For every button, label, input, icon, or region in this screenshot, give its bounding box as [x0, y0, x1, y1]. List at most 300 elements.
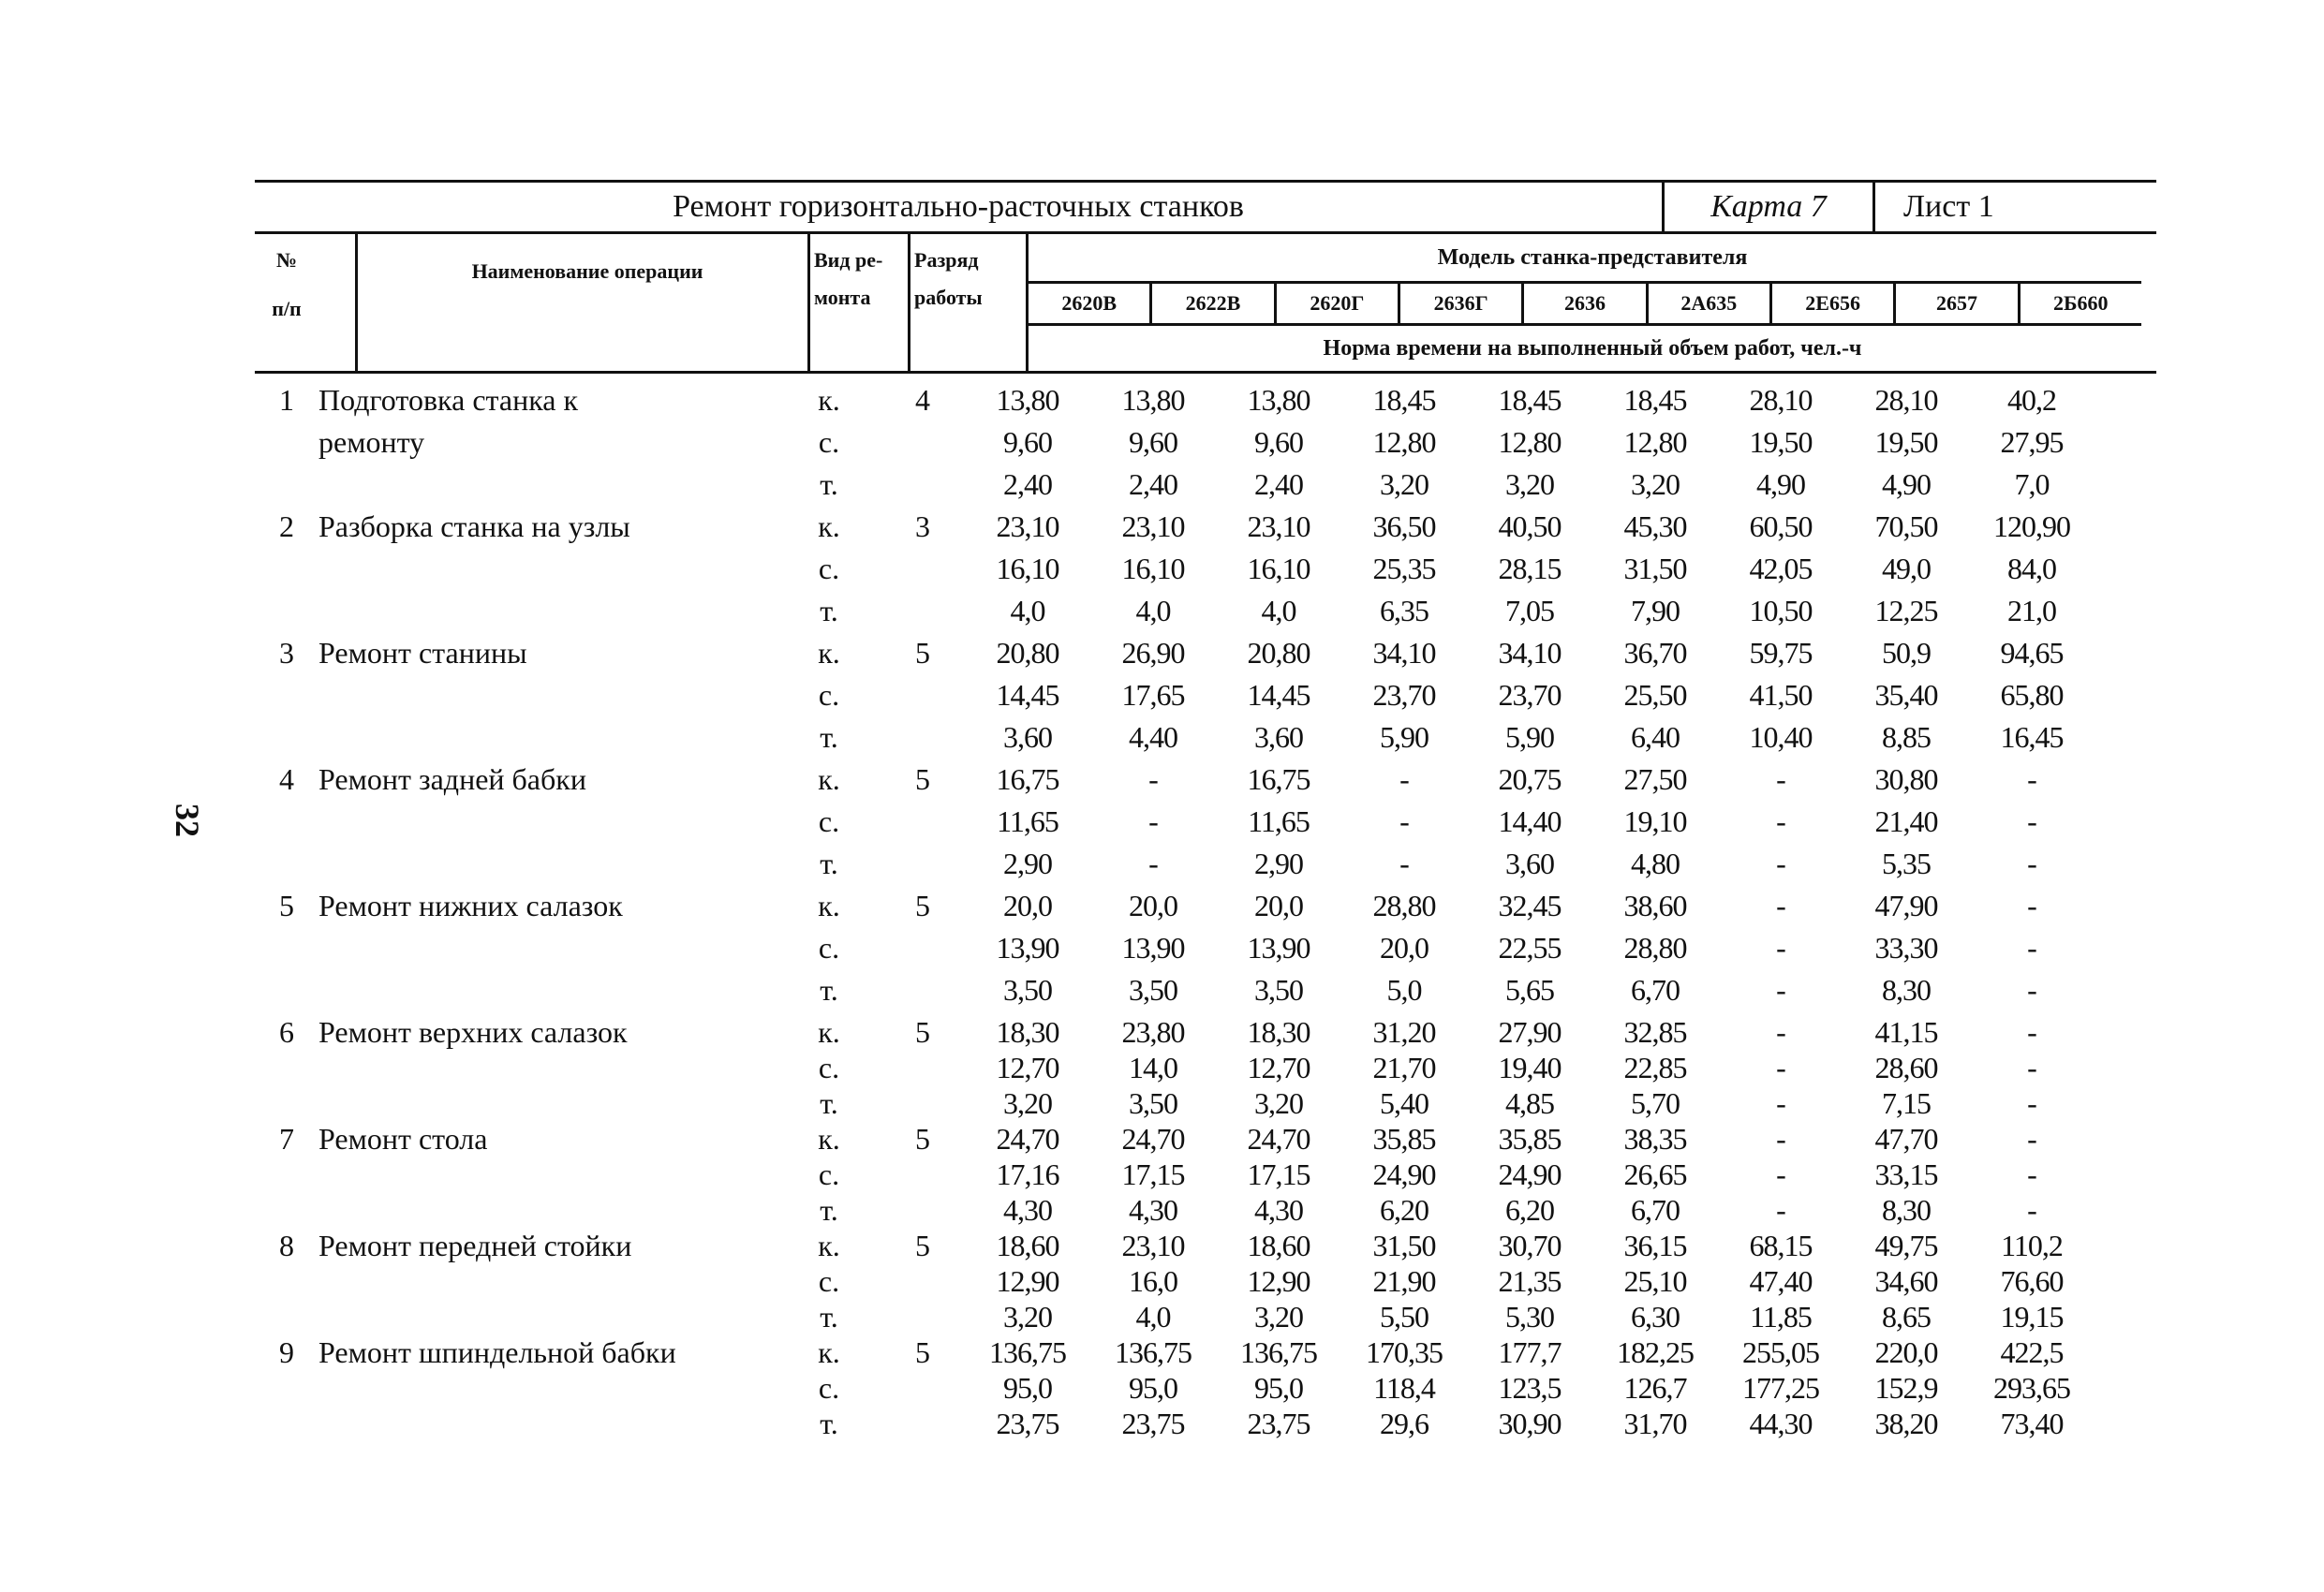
operation-number: 8	[279, 1229, 294, 1262]
time-norm-value: 24,70	[1121, 1122, 1185, 1156]
time-norm-value: 21,35	[1498, 1264, 1562, 1298]
time-norm-value: 4,90	[1756, 467, 1805, 501]
operation-number	[255, 1193, 318, 1229]
operation-name	[318, 1086, 777, 1122]
repair-type: с.	[818, 1051, 840, 1084]
col-grade-line1: Разряд	[914, 248, 979, 272]
operation-name: Ремонт шпиндельной бабки	[318, 1335, 676, 1369]
operation-name	[318, 678, 777, 720]
time-norm-value: 293,65	[1993, 1371, 2070, 1405]
time-norm-value: 26,65	[1623, 1157, 1687, 1191]
operation-name	[318, 594, 777, 636]
time-norm-value: 126,7	[1623, 1371, 1687, 1405]
time-norm-value: 136,75	[1115, 1335, 1192, 1369]
time-norm-value: 21,40	[1874, 804, 1938, 838]
time-norm-value: 13,80	[1247, 383, 1310, 417]
work-grade	[881, 594, 965, 636]
time-norm-value: 16,75	[1247, 762, 1310, 796]
time-norm-value: 60,50	[1749, 509, 1813, 543]
time-norm-value: 3,20	[1380, 467, 1428, 501]
time-norm-value: 73,40	[2000, 1407, 2064, 1440]
work-grade: 5	[915, 1122, 930, 1156]
time-norm-value: -	[2027, 973, 2036, 1007]
repair-type: к.	[818, 762, 840, 796]
time-norm-value: 4,0	[1135, 1300, 1171, 1334]
time-norm-value: 12,70	[996, 1051, 1059, 1084]
col-grade-header	[910, 242, 1027, 317]
time-norm-value: 23,10	[996, 509, 1059, 543]
time-norm-value: 13,80	[1121, 383, 1185, 417]
time-norm-value: 18,45	[1498, 383, 1562, 417]
time-norm-value: 2,40	[1129, 467, 1177, 501]
time-norm-value: -	[1776, 1193, 1785, 1227]
operation-number	[255, 467, 318, 509]
work-grade: 5	[915, 636, 930, 670]
time-norm-value: 14,0	[1129, 1051, 1177, 1084]
work-grade	[881, 804, 965, 847]
time-norm-value: 18,30	[1247, 1015, 1310, 1049]
operation-name	[318, 804, 777, 847]
time-norm-value: 68,15	[1749, 1229, 1813, 1262]
time-norm-value: 10,40	[1749, 720, 1813, 754]
operation-name: Ремонт стола	[318, 1122, 488, 1156]
time-norm-value: 14,45	[1247, 678, 1310, 712]
table-row	[255, 1086, 2095, 1122]
time-norm-value: 20,75	[1498, 762, 1562, 796]
time-norm-value: 7,0	[2014, 467, 2050, 501]
time-norm-value: 18,45	[1372, 383, 1436, 417]
time-norm-value: -	[1776, 804, 1785, 838]
time-norm-value: 123,5	[1498, 1371, 1562, 1405]
time-norm-value: 45,30	[1623, 509, 1687, 543]
time-norm-value: 23,75	[1121, 1407, 1185, 1440]
repair-type: т.	[820, 1086, 838, 1120]
time-norm-value: 70,50	[1874, 509, 1938, 543]
operation-name	[318, 847, 777, 889]
time-norm-value: 16,10	[1247, 552, 1310, 585]
table-row	[255, 636, 2095, 678]
time-norm-value: 19,40	[1498, 1051, 1562, 1084]
operation-name: Ремонт задней бабки	[318, 762, 586, 796]
time-norm-value: 24,90	[1372, 1157, 1436, 1191]
table-row	[255, 762, 2095, 804]
time-norm-value: 3,50	[1129, 973, 1177, 1007]
operation-name: Ремонт верхних салазок	[318, 1015, 628, 1049]
time-norm-value: 65,80	[2000, 678, 2064, 712]
work-grade	[881, 678, 965, 720]
time-norm-value: 3,50	[1129, 1086, 1177, 1120]
time-norm-value: 2,90	[1003, 847, 1052, 880]
time-norm-value: 24,70	[1247, 1122, 1310, 1156]
model-header: 2657	[1896, 284, 2020, 323]
time-norm-value: 4,0	[1010, 594, 1045, 627]
work-grade	[881, 1371, 965, 1407]
operation-name	[318, 1193, 777, 1229]
time-norm-value: -	[2027, 1193, 2036, 1227]
table-row	[255, 383, 2095, 425]
table-row	[255, 1051, 2095, 1086]
time-norm-value: -	[2027, 1157, 2036, 1191]
time-norm-value: 11,65	[1248, 804, 1310, 838]
time-norm-value: -	[1399, 762, 1409, 796]
work-grade	[881, 1300, 965, 1335]
time-norm-value: 12,25	[1874, 594, 1938, 627]
time-norm-value: 13,90	[1121, 931, 1185, 965]
model-header: 2622В	[1152, 284, 1276, 323]
table-row	[255, 720, 2095, 762]
time-norm-value: 28,80	[1623, 931, 1687, 965]
time-norm-value: 4,85	[1505, 1086, 1554, 1120]
col-num-line2: п/п	[272, 297, 302, 320]
sheet-number: Лист 1	[1903, 189, 1994, 224]
time-norm-value: 12,90	[996, 1264, 1059, 1298]
time-norm-value: 5,40	[1380, 1086, 1428, 1120]
operation-number: 4	[279, 762, 294, 796]
time-norm-value: 255,05	[1742, 1335, 1819, 1369]
time-norm-value: 40,50	[1498, 509, 1562, 543]
time-norm-value: 34,10	[1372, 636, 1436, 670]
time-norm-value: 5,0	[1386, 973, 1422, 1007]
time-norm-value: 5,90	[1380, 720, 1428, 754]
time-norm-value: 13,80	[996, 383, 1059, 417]
norms-table	[255, 383, 2095, 1442]
time-norm-value: 3,20	[1254, 1300, 1303, 1334]
work-grade	[881, 847, 965, 889]
operation-name	[318, 1407, 777, 1442]
time-norm-value: 32,85	[1623, 1015, 1687, 1049]
work-grade	[881, 467, 965, 509]
time-norm-value: 4,90	[1882, 467, 1931, 501]
operation-number	[255, 720, 318, 762]
time-norm-value: 8,65	[1882, 1300, 1931, 1334]
time-norm-value: -	[1776, 1015, 1785, 1049]
repair-type: с.	[818, 1371, 840, 1405]
operation-number	[255, 931, 318, 973]
time-norm-value: 3,20	[1003, 1300, 1052, 1334]
time-norm-value: 19,15	[2000, 1300, 2064, 1334]
time-norm-value: 9,60	[1003, 425, 1052, 459]
time-norm-value: 4,30	[1003, 1193, 1052, 1227]
operation-name: Ремонт станины	[318, 636, 527, 670]
time-norm-value: 36,50	[1372, 509, 1436, 543]
time-norm-value: 177,7	[1498, 1335, 1562, 1369]
operation-number: 6	[279, 1015, 294, 1049]
work-grade: 5	[915, 1015, 930, 1049]
time-norm-value: 110,2	[2001, 1229, 2063, 1262]
table-row	[255, 1264, 2095, 1300]
repair-type: к.	[818, 509, 840, 543]
time-norm-value: 18,60	[1247, 1229, 1310, 1262]
time-norm-value: -	[2027, 1086, 2036, 1120]
time-norm-value: 94,65	[2000, 636, 2064, 670]
operation-name: Подготовка станка к	[318, 383, 579, 417]
model-header: 2Б660	[2053, 291, 2109, 315]
time-norm-value: 3,20	[1254, 1086, 1303, 1120]
time-norm-value: 28,10	[1749, 383, 1813, 417]
time-norm-value: 5,30	[1505, 1300, 1554, 1334]
time-norm-value: 20,0	[1254, 889, 1303, 922]
table-row	[255, 931, 2095, 973]
time-norm-value: 47,70	[1874, 1122, 1938, 1156]
time-norm-value: 4,0	[1261, 594, 1296, 627]
time-norm-value: 11,65	[997, 804, 1058, 838]
work-grade	[881, 1407, 965, 1442]
time-norm-value: 19,50	[1874, 425, 1938, 459]
work-grade	[881, 720, 965, 762]
operation-number	[255, 1407, 318, 1442]
time-norm-value: 23,10	[1121, 1229, 1185, 1262]
time-norm-value: 31,50	[1372, 1229, 1436, 1262]
page-number: 32	[169, 803, 206, 837]
time-norm-value: 136,75	[1240, 1335, 1317, 1369]
repair-type: к.	[818, 1015, 840, 1049]
table-row	[255, 678, 2095, 720]
time-norm-value: -	[1148, 762, 1158, 796]
operation-number	[255, 1264, 318, 1300]
operation-number	[255, 804, 318, 847]
repair-type: с.	[818, 1264, 840, 1298]
time-norm-value: 27,95	[2000, 425, 2064, 459]
time-norm-value: 5,50	[1380, 1300, 1428, 1334]
time-norm-value: 6,70	[1631, 973, 1680, 1007]
work-grade: 5	[915, 889, 930, 922]
time-norm-value: 12,80	[1372, 425, 1436, 459]
time-norm-value: 20,80	[996, 636, 1059, 670]
operation-number: 1	[279, 383, 294, 417]
time-norm-value: 12,80	[1498, 425, 1562, 459]
time-norm-value: 23,10	[1247, 509, 1310, 543]
operation-name	[318, 467, 777, 509]
operation-name	[318, 1371, 777, 1407]
time-norm-value: -	[2027, 762, 2036, 796]
time-norm-value: 23,70	[1372, 678, 1436, 712]
time-norm-value: 3,60	[1003, 720, 1052, 754]
operation-name	[318, 1157, 777, 1193]
operation-number	[255, 552, 318, 594]
time-norm-value: 16,45	[2000, 720, 2064, 754]
time-norm-value: 59,75	[1749, 636, 1813, 670]
time-norm-value: 95,0	[1254, 1371, 1303, 1405]
time-norm-value: 21,0	[2007, 594, 2056, 627]
repair-type: т.	[820, 467, 838, 501]
time-norm-value: -	[1776, 973, 1785, 1007]
time-norm-value: 24,70	[996, 1122, 1059, 1156]
repair-type: к.	[818, 383, 840, 417]
time-norm-value: 28,80	[1372, 889, 1436, 922]
time-norm-value: 182,25	[1617, 1335, 1694, 1369]
time-norm-value: 10,50	[1749, 594, 1813, 627]
time-norm-value: 14,45	[996, 678, 1059, 712]
time-norm-value: 6,40	[1631, 720, 1680, 754]
table-row	[255, 594, 2095, 636]
time-norm-value: 35,85	[1372, 1122, 1436, 1156]
model-header: 2620Г	[1277, 284, 1400, 323]
time-norm-value: -	[1776, 847, 1785, 880]
time-norm-value: -	[1776, 1086, 1785, 1120]
work-grade: 3	[915, 509, 930, 543]
time-norm-value: 8,30	[1882, 1193, 1931, 1227]
time-norm-value: 47,90	[1874, 889, 1938, 922]
time-norm-value: 21,90	[1372, 1264, 1436, 1298]
table-row	[255, 1122, 2095, 1157]
time-norm-value: -	[1776, 1157, 1785, 1191]
table-row	[255, 804, 2095, 847]
work-grade	[881, 1051, 965, 1086]
time-norm-value: 16,0	[1129, 1264, 1177, 1298]
time-norm-value: -	[2027, 804, 2036, 838]
time-norm-value: 28,10	[1874, 383, 1938, 417]
repair-type: к.	[818, 889, 840, 922]
time-norm-value: -	[1148, 804, 1158, 838]
operation-number	[255, 1300, 318, 1335]
repair-type: к.	[818, 1335, 840, 1369]
time-norm-value: 34,10	[1498, 636, 1562, 670]
time-norm-value: 9,60	[1254, 425, 1303, 459]
time-norm-value: -	[1776, 1051, 1785, 1084]
time-norm-value: 32,45	[1498, 889, 1562, 922]
time-norm-value: 11,85	[1750, 1300, 1812, 1334]
repair-type: т.	[820, 1300, 838, 1334]
time-norm-value: 7,15	[1882, 1086, 1931, 1120]
col-grade-line2: работы	[914, 286, 983, 309]
repair-card	[255, 180, 2156, 1442]
operation-number: 3	[279, 636, 294, 670]
time-norm-value: 33,15	[1874, 1157, 1938, 1191]
time-norm-value: 8,30	[1882, 973, 1931, 1007]
table-row	[255, 1335, 2095, 1371]
table-row	[255, 509, 2095, 552]
operation-number	[255, 1157, 318, 1193]
repair-type: с.	[818, 425, 840, 459]
time-norm-value: 422,5	[2000, 1335, 2064, 1369]
time-norm-value: -	[2027, 847, 2036, 880]
time-norm-value: 27,90	[1498, 1015, 1562, 1049]
operation-number	[255, 425, 318, 467]
time-norm-value: 17,65	[1121, 678, 1185, 712]
time-norm-value: 8,85	[1882, 720, 1931, 754]
time-norm-value: 84,0	[2007, 552, 2056, 585]
time-norm-value: -	[2027, 931, 2036, 965]
table-row	[255, 1193, 2095, 1229]
time-norm-value: 118,4	[1373, 1371, 1435, 1405]
time-norm-value: 76,60	[2000, 1264, 2064, 1298]
table-row	[255, 1157, 2095, 1193]
repair-type: с.	[818, 678, 840, 712]
table-header	[255, 234, 2156, 374]
table-row	[255, 1407, 2095, 1442]
time-norm-value: 177,25	[1742, 1371, 1819, 1405]
operation-number	[255, 1086, 318, 1122]
operation-number	[255, 594, 318, 636]
operation-name: Ремонт нижних салазок	[318, 889, 623, 922]
time-norm-value: 22,85	[1623, 1051, 1687, 1084]
time-norm-value: 31,50	[1623, 552, 1687, 585]
repair-type: с.	[818, 804, 840, 838]
time-norm-value: 40,2	[2007, 383, 2056, 417]
time-norm-value: 136,75	[989, 1335, 1066, 1369]
time-norm-value: -	[2027, 1122, 2036, 1156]
time-norm-value: -	[1148, 847, 1158, 880]
work-grade	[881, 1157, 965, 1193]
operation-number: 7	[279, 1122, 294, 1156]
operation-name	[318, 931, 777, 973]
col-repair-header	[810, 242, 911, 317]
operation-name: Ремонт передней стойки	[318, 1229, 632, 1262]
operation-number: 5	[279, 889, 294, 922]
time-norm-value: 30,80	[1874, 762, 1938, 796]
time-norm-value: -	[1776, 889, 1785, 922]
time-norm-value: 5,65	[1505, 973, 1554, 1007]
operation-name: ремонту	[318, 425, 425, 459]
model-header: 2620В	[1029, 284, 1152, 323]
time-norm-value: 95,0	[1003, 1371, 1052, 1405]
time-norm-value: -	[2027, 1051, 2036, 1084]
time-norm-value: 20,80	[1247, 636, 1310, 670]
time-norm-value: 28,15	[1498, 552, 1562, 585]
time-norm-value: 20,0	[1003, 889, 1052, 922]
time-norm-value: 18,30	[996, 1015, 1059, 1049]
time-norm-value: -	[1776, 1122, 1785, 1156]
repair-type: к.	[818, 636, 840, 670]
time-norm-value: 23,75	[996, 1407, 1059, 1440]
time-norm-value: 7,90	[1631, 594, 1680, 627]
time-norm-value: 30,70	[1498, 1229, 1562, 1262]
time-norm-value: 31,70	[1623, 1407, 1687, 1440]
model-group-header: Модель станка-представителя	[1437, 245, 1748, 270]
time-norm-value: 24,90	[1498, 1157, 1562, 1191]
work-grade	[881, 425, 965, 467]
time-norm-value: 5,35	[1882, 847, 1931, 880]
time-norm-value: 28,60	[1874, 1051, 1938, 1084]
time-norm-value: 20,0	[1380, 931, 1428, 965]
time-norm-value: 20,0	[1129, 889, 1177, 922]
col-num-line1: №	[275, 248, 298, 272]
model-header: 2636	[1524, 284, 1648, 323]
repair-type: т.	[820, 973, 838, 1007]
operation-number	[255, 1371, 318, 1407]
col-repair-line1: Вид ре-	[814, 248, 883, 272]
repair-type: к.	[818, 1229, 840, 1262]
time-norm-value: 27,50	[1623, 762, 1687, 796]
time-norm-value: 49,0	[1882, 552, 1931, 585]
table-row	[255, 1229, 2095, 1264]
work-grade	[881, 931, 965, 973]
work-grade	[881, 1264, 965, 1300]
operation-name: Разборка станка на узлы	[318, 509, 630, 543]
time-norm-value: 14,40	[1498, 804, 1562, 838]
time-norm-value: 5,90	[1505, 720, 1554, 754]
time-norm-value: 4,40	[1129, 720, 1177, 754]
model-row	[1029, 281, 2141, 326]
time-norm-value: 13,90	[996, 931, 1059, 965]
time-norm-value: 17,15	[1121, 1157, 1185, 1191]
repair-type: с.	[818, 1157, 840, 1191]
time-norm-value: 3,60	[1254, 720, 1303, 754]
time-norm-value: -	[1776, 762, 1785, 796]
document-title: Ремонт горизонтально-расточных станков	[255, 183, 1665, 231]
work-grade: 5	[915, 1229, 930, 1262]
card-number: Карта 7	[1665, 183, 1875, 231]
work-grade: 5	[915, 762, 930, 796]
operation-number	[255, 847, 318, 889]
time-norm-value: 12,70	[1247, 1051, 1310, 1084]
table-row	[255, 889, 2095, 931]
table-row	[255, 467, 2095, 509]
col-name-header: Наименование операции	[471, 259, 703, 283]
time-norm-value: 22,55	[1498, 931, 1562, 965]
time-norm-value: 6,70	[1631, 1193, 1680, 1227]
table-row	[255, 552, 2095, 594]
